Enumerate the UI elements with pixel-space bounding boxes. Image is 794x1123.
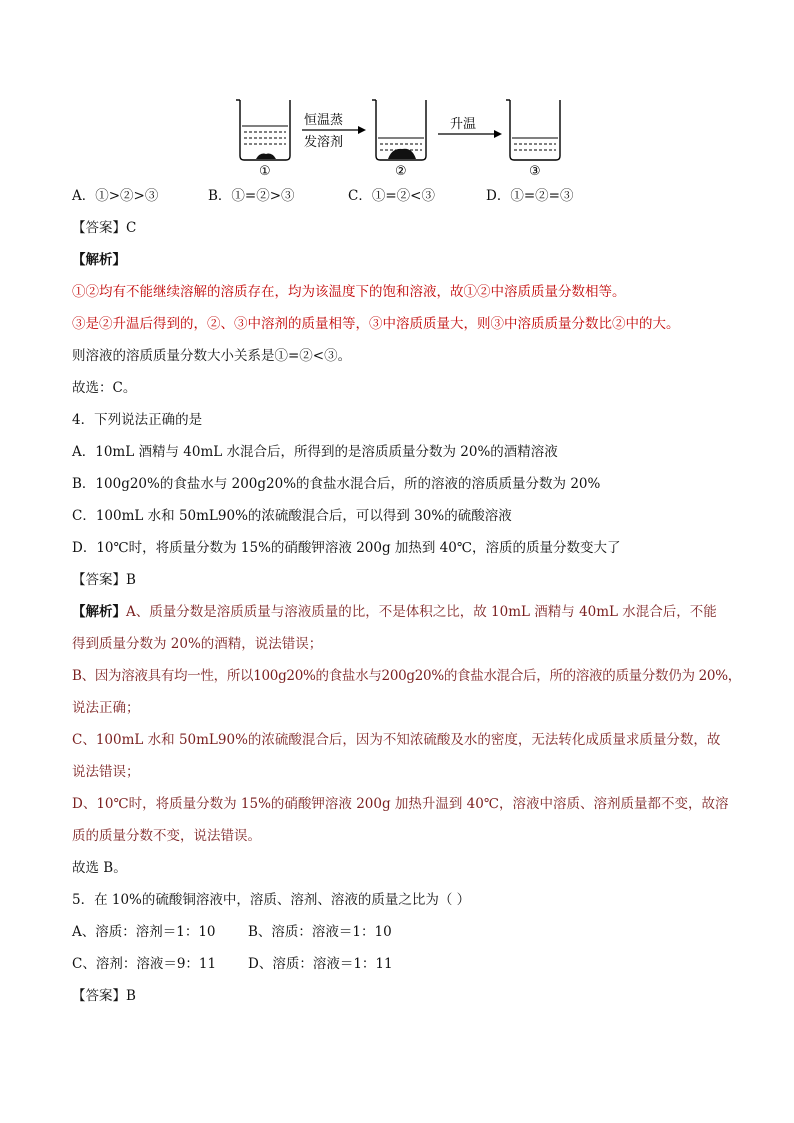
beaker-1-label: ① — [259, 164, 271, 179]
q4-option-d: D．10℃时，将质量分数为 15%的硝酸钾溶液 200g 加热到 40℃，溶质的质量分数变大了 — [72, 540, 621, 556]
q3-option-d: D．①=②=③ — [486, 188, 574, 204]
q5-option-d: D、溶质：溶液＝1：11 — [248, 956, 393, 972]
q4-analysis-line: 得到质量分数为 20%的酒精，说法错误； — [72, 636, 323, 652]
beaker-2 — [372, 100, 426, 160]
q4-analysis-line: 说法错误； — [72, 764, 140, 780]
q4-analysis-line: 说法正确； — [72, 700, 140, 716]
q3-analysis-line: ①②均有不能继续溶解的溶质存在，均为该温度下的饱和溶液，故①②中溶质质量分数相等。 — [72, 284, 626, 300]
q3-analysis-tag: 【解析】 — [72, 252, 126, 268]
q5-option-a: A、溶质：溶剂＝1：10 — [72, 924, 216, 940]
q4-analysis-line: 质的质量分数不变，说法错误。 — [72, 828, 261, 844]
q5-option-c: C、溶剂：溶液＝9：11 — [72, 956, 217, 972]
arrow-2-head — [494, 130, 502, 138]
q4-analysis-first-line — [72, 602, 717, 622]
q5-answer: 【答案】B — [72, 988, 136, 1004]
q4-answer: 【答案】B — [72, 572, 136, 588]
q5-stem: 5．在 10%的硫酸铜溶液中，溶质、溶剂、溶液的质量之比为（ ） — [72, 892, 471, 908]
q4-analysis-text: A、质量分数是溶质质量与溶液质量的比，不是体积之比，故 10mL 酒精与 40mL 水混合后，不能 — [126, 604, 717, 620]
q3-option-a: A．①>②>③ — [72, 188, 159, 204]
q3-option-c: C．①=②<③ — [348, 188, 435, 204]
q3-analysis-line: 则溶液的溶质质量分数大小关系是①=②<③。 — [72, 348, 352, 364]
q4-analysis-line: C、100mL 水和 50mL90%的浓硫酸混合后，因为不知浓硫酸及水的密度，无法转化成质量求质量分数，故 — [72, 732, 721, 748]
beaker-3-label: ③ — [529, 164, 541, 179]
q4-option-a: A．10mL 酒精与 40mL 水混合后，所得到的是溶质质量分数为 20%的酒精溶液 — [72, 444, 558, 460]
beaker-diagram — [230, 94, 570, 180]
arrow1-label-line2: 发溶剂 — [304, 135, 344, 150]
q3-answer: 【答案】C — [72, 220, 137, 236]
q4-conclusion: 故选 B。 — [72, 860, 127, 876]
beaker-2-label: ② — [395, 164, 407, 179]
solid-residue-1 — [256, 154, 276, 159]
q4-stem: 4．下列说法正确的是 — [72, 412, 203, 428]
q3-option-b: B．①=②>③ — [208, 188, 295, 204]
q3-conclusion: 故选：C。 — [72, 380, 137, 396]
arrow2-label: 升温 — [450, 117, 477, 132]
arrow1-label-line1: 恒温蒸 — [304, 113, 344, 128]
q4-analysis-tag: 【解析】 — [72, 604, 126, 620]
q4-analysis-line: B、因为溶液具有均一性，所以100g20%的食盐水与200g20%的食盐水混合后，所的溶液的质量分数仍为 20%， — [72, 668, 741, 684]
q4-analysis-line: D、10℃时，将质量分数为 15%的硝酸钾溶液 200g 加热升温到 40℃，溶液中溶质、溶剂质量都不变，故溶 — [72, 796, 729, 812]
q4-option-b: B．100g20%的食盐水与 200g20%的食盐水混合后，所的溶液的溶质质量分数为 20% — [72, 476, 601, 492]
q3-analysis-line: ③是②升温后得到的，②、③中溶剂的质量相等，③中溶质质量大，则③中溶质质量分数比②中的大。 — [72, 316, 680, 332]
beaker-1 — [236, 100, 290, 160]
q5-option-b: B、溶质：溶液＝1：10 — [248, 924, 392, 940]
arrow-1-head — [358, 126, 366, 134]
q4-option-c: C．100mL 水和 50mL90%的浓硫酸混合后，可以得到 30%的硫酸溶液 — [72, 508, 512, 524]
beaker-3 — [506, 100, 560, 160]
